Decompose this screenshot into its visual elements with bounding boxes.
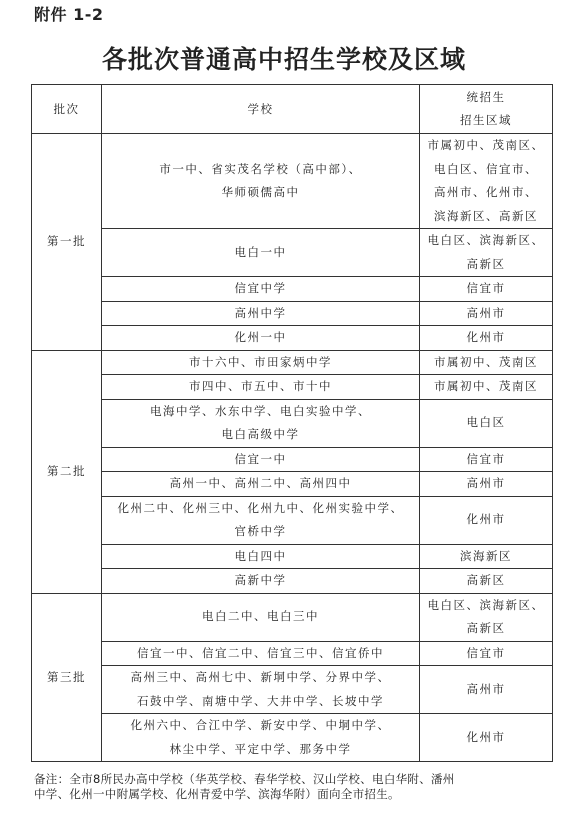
school-line: 电白四中 <box>234 548 287 563</box>
school-cell <box>102 277 420 302</box>
footnote <box>34 772 554 802</box>
school-line: 电白二中、电白三中 <box>202 609 319 624</box>
school-line: 电白高级中学 <box>221 427 300 441</box>
region-cell <box>420 569 553 594</box>
table-row <box>32 496 553 544</box>
table-row <box>32 350 553 375</box>
region-cell <box>420 375 553 400</box>
school-line: 华师硕儒高中 <box>221 185 300 199</box>
region-line: 化州市 <box>466 330 506 344</box>
school-cell <box>102 326 420 351</box>
region-cell <box>420 496 553 544</box>
school-line: 高州三中、高州七中、新垌中学、分界中学、 <box>130 670 391 684</box>
region-cell <box>420 350 553 375</box>
school-cell <box>102 447 420 472</box>
region-cell <box>420 301 553 326</box>
school-line: 林尘中学、平定中学、那务中学 <box>169 741 352 756</box>
table-row <box>32 134 553 229</box>
school-line: 高州一中、高州二中、高州四中 <box>169 476 352 490</box>
school-line: 官桥中学 <box>234 524 287 538</box>
school-line: 化州六中、合江中学、新安中学、中垌中学、 <box>130 718 391 732</box>
region-line: 高新区 <box>466 256 506 271</box>
footnote-line: 备注：全市8所民办高中学校（华英学校、春华学校、汉山学校、电白华附、潘州 <box>34 772 455 786</box>
region-cell <box>420 277 553 302</box>
region-cell <box>420 399 553 447</box>
school-cell <box>102 496 420 544</box>
school-region-table <box>31 84 553 762</box>
table-row <box>32 593 553 641</box>
table-header-row <box>32 85 553 134</box>
school-cell <box>102 593 420 641</box>
batch-cell: 第二批 <box>32 350 102 593</box>
school-cell <box>102 229 420 277</box>
table-row <box>32 544 553 569</box>
document-title: 各批次普通高中招生学校及区域 <box>101 45 466 74</box>
header-region <box>420 85 553 134</box>
school-cell <box>102 399 420 447</box>
region-line: 电白区、滨海新区、 <box>427 597 545 612</box>
school-cell <box>102 375 420 400</box>
table-row <box>32 301 553 326</box>
header-school: 学校 <box>102 85 420 134</box>
table-body <box>32 134 553 762</box>
table-row <box>32 569 553 594</box>
school-line: 化州一中 <box>234 330 287 344</box>
region-cell <box>420 472 553 497</box>
batch-cell: 第一批 <box>32 134 102 351</box>
region-line: 电白区、滨海新区、 <box>427 233 545 247</box>
region-cell <box>420 666 553 714</box>
table-row <box>32 277 553 302</box>
region-line: 滨海新区 <box>460 548 512 563</box>
school-cell <box>102 641 420 666</box>
region-line: 滨海新区、高新区 <box>434 208 538 223</box>
region-line: 高州市、化州市、 <box>434 185 538 199</box>
school-line: 市一中、省实茂名学校（高中部）、 <box>159 161 362 176</box>
table-row <box>32 326 553 351</box>
region-line: 市属初中、茂南区、 <box>427 138 545 152</box>
school-line: 高州中学 <box>234 305 287 320</box>
table-row <box>32 472 553 497</box>
school-cell <box>102 301 420 326</box>
region-line: 高新区 <box>466 621 506 635</box>
school-cell <box>102 569 420 594</box>
attachment-label: 附件 1-2 <box>34 5 104 24</box>
table-row <box>32 447 553 472</box>
school-line: 市十六中、市田家炳中学 <box>189 354 332 369</box>
region-cell <box>420 593 553 641</box>
table-row <box>32 399 553 447</box>
table-row <box>32 375 553 400</box>
school-line: 高新中学 <box>234 573 287 587</box>
table-row <box>32 714 553 762</box>
footnote-line: 中学、化州一中附属学校、化州青爱中学、滨海华附）面向全市招生。 <box>34 787 400 801</box>
region-line: 化州市 <box>466 512 506 527</box>
school-cell <box>102 134 420 229</box>
region-line: 信宜市 <box>466 281 506 295</box>
region-cell <box>420 326 553 351</box>
school-cell <box>102 350 420 375</box>
school-line: 化州二中、化州三中、化州九中、化州实验中学、 <box>117 500 404 515</box>
header-batch: 批次 <box>32 85 102 134</box>
region-cell <box>420 544 553 569</box>
region-cell <box>420 134 553 229</box>
header-region-line1: 统招生 <box>466 90 506 104</box>
region-line: 高州市 <box>466 305 506 320</box>
region-line: 市属初中、茂南区 <box>434 379 538 393</box>
school-cell <box>102 472 420 497</box>
region-line: 电白区 <box>466 415 506 430</box>
header-region-line2: 招生区域 <box>460 113 512 127</box>
region-cell <box>420 229 553 277</box>
region-line: 信宜市 <box>466 645 506 660</box>
school-line: 市四中、市五中、市十中 <box>189 379 332 393</box>
school-line: 石鼓中学、南塘中学、大井中学、长坡中学 <box>137 693 384 708</box>
school-line: 电海中学、水东中学、电白实验中学、 <box>150 403 371 418</box>
region-line: 高新区 <box>466 573 506 587</box>
batch-cell: 第三批 <box>32 593 102 762</box>
region-line: 化州市 <box>466 729 506 744</box>
region-cell <box>420 714 553 762</box>
school-cell <box>102 666 420 714</box>
table-row <box>32 229 553 277</box>
school-cell <box>102 714 420 762</box>
table-row <box>32 666 553 714</box>
region-line: 电白区、信宜市、 <box>434 161 538 176</box>
region-cell <box>420 641 553 666</box>
region-line: 高州市 <box>466 681 506 696</box>
school-line: 电白一中 <box>234 244 287 259</box>
table-row <box>32 641 553 666</box>
region-line: 高州市 <box>466 476 506 490</box>
school-line: 信宜一中、信宜二中、信宜三中、信宜侨中 <box>137 645 384 660</box>
region-line: 市属初中、茂南区 <box>434 354 538 369</box>
region-cell <box>420 447 553 472</box>
region-line: 信宜市 <box>466 451 506 466</box>
school-line: 信宜中学 <box>234 281 287 295</box>
school-cell <box>102 544 420 569</box>
school-line: 信宜一中 <box>234 451 287 466</box>
